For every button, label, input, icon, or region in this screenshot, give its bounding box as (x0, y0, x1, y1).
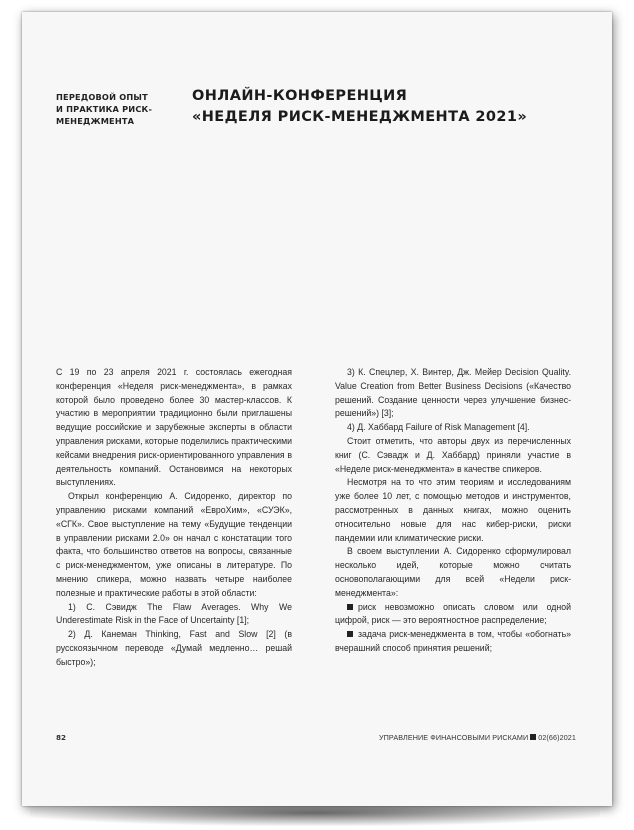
journal-footer (379, 732, 576, 744)
paragraph: В своем выступлении А. Сидоренко сформулировал несколько идей, которые можно считать основополагающими для всей «Недели риск-менеджмента»: (335, 546, 571, 598)
list-item: 3) К. Спецлер, Х. Винтер, Дж. Мейер Decision Quality. Value Creation from Better Business Decisions («Качество решений. Создание ценности через улучшение бизнес-решений») [3]; (335, 367, 571, 419)
bullet-item (335, 628, 571, 656)
square-separator-icon (530, 734, 536, 740)
article-title: ОНЛАЙН-КОНФЕРЕНЦИЯ «НЕДЕЛЯ РИСК-МЕНЕДЖМЕНТА 2021» (192, 88, 528, 125)
page-number: 82 (56, 733, 67, 742)
paragraph: С 19 по 23 апреля 2021 г. состоялась ежегодная конференция «Неделя риск-менеджмента», в рамках которой было проведено более 30 мастер-классов. К участию в мероприятии традиционно были приглашены ведущие российские и зарубежные эксперты в области управления рисками, которые поделились практическими кейсами внедрения риск-ориентированного управления в деятельность компаний. Остановимся на некоторых выступлениях. (56, 367, 292, 488)
bullet-text: риск невозможно описать словом или одной цифрой, риск — это вероятностное распределение; (335, 601, 571, 626)
list-item: 2) Д. Канеман Thinking, Fast and Slow [2] (в русскоязычном переводе «Думай медленно… решай быстро»); (56, 629, 292, 667)
issue-number: 02(66)2021 (538, 733, 576, 742)
right-column (335, 366, 571, 656)
section-label: ПЕРЕДОВОЙ ОПЫТ И ПРАКТИКА РИСК- МЕНЕДЖМЕНТА (56, 92, 153, 126)
list-item: 1) С. Сэвидж The Flaw Averages. Why We Underestimate Risk in the Face of Uncertainty [1]; (56, 601, 292, 626)
journal-name: УПРАВЛЕНИЕ ФИНАНСОВЫМИ РИСКАМИ (378, 733, 529, 742)
square-bullet-icon (347, 604, 353, 610)
list-item: 4) Д. Хаббард Failure of Risk Management [4]. (347, 422, 530, 433)
left-column (56, 366, 292, 670)
paragraph: Стоит отметить, что авторы двух из перечисленных книг (С. Сэвадж и Д. Хаббард) приняли участие в «Неделе риск-менеджмента» в качестве спикеров. (335, 435, 571, 474)
bullet-text: задача риск-менеджмента в том, чтобы «обогнать» вчерашний способ принятия решений; (335, 629, 571, 653)
paragraph: Открыл конференцию А. Сидоренко, директор по управлению рисками компаний «ЕвроХим», «СУЭК», «СГК». Свое выступление на тему «Будущие тенденции в управлении рисками 2.0» он начал с констатации того факта, что большинство ответов на вопросы, связанные с риск-менеджментом, уже описаны в литературе. По мнению спикера, можно назвать четыре наиболее полезные и практические работы в этой области: (56, 491, 292, 598)
paragraph: Несмотря на то что этим теориям и исследованиям уже более 10 лет, с помощью методов и инструментов, рассмотренных в данных книгах, можно оценить относительно новые для нас кибер-риски, риски пандемии или климатические риски. (335, 477, 571, 543)
square-bullet-icon (347, 631, 353, 637)
bullet-item (335, 601, 571, 629)
